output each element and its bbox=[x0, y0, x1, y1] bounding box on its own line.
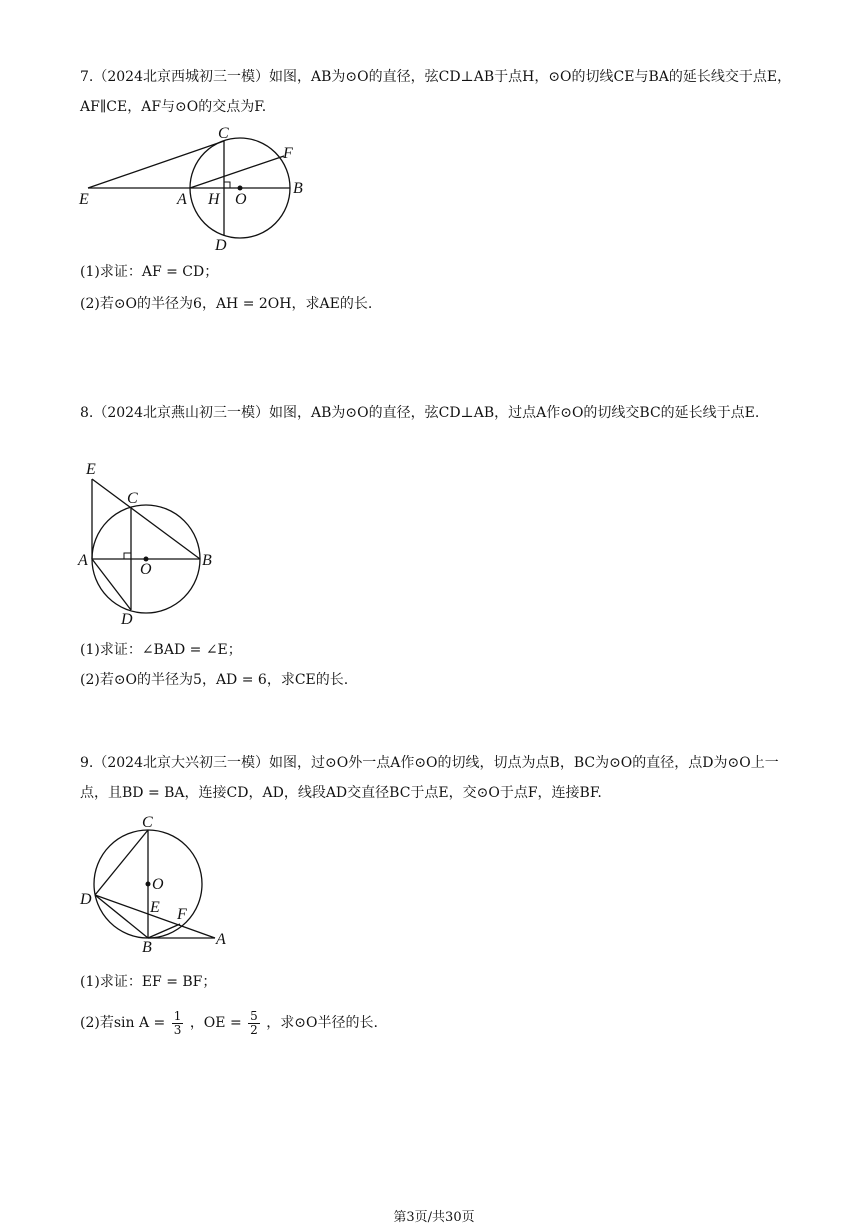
q8-label-o: O bbox=[140, 561, 152, 578]
q9-header: 9.（2024北京大兴初三一模）如图， bbox=[80, 755, 311, 771]
q8-label-b: B bbox=[202, 552, 212, 569]
q8-label-a: A bbox=[78, 552, 88, 569]
q9-part2-c: ，求⊙O半径的长. bbox=[266, 1015, 378, 1031]
q9-part2-a: (2)若sin A = bbox=[80, 1015, 166, 1031]
q9-label-a: A bbox=[216, 931, 226, 948]
q8-part2: (2)若⊙O的半径为5，AD = 6，求CE的长. bbox=[80, 672, 349, 688]
page-footer: 第3页/共30页 bbox=[393, 1210, 475, 1225]
q9-label-f: F bbox=[177, 906, 187, 923]
q9-frac1-den: 3 bbox=[173, 1022, 182, 1037]
q7-header: 7.（2024北京西城初三一模）如图， bbox=[80, 69, 311, 85]
q9-fraction-oe bbox=[248, 1010, 260, 1037]
q7-part2: (2)若⊙O的半径为6，AH = 2OH，求AE的长. bbox=[80, 296, 373, 312]
q7-label-d: D bbox=[215, 237, 227, 254]
q7-label-h: H bbox=[208, 191, 220, 208]
q8-label-e: E bbox=[86, 461, 96, 478]
q7-label-a: A bbox=[177, 191, 187, 208]
q9-label-d: D bbox=[80, 891, 92, 908]
q7-label-e: E bbox=[79, 191, 89, 208]
q8-part1: (1)求证：∠BAD = ∠E； bbox=[80, 642, 242, 658]
q9-part1: (1)求证：EF = BF； bbox=[80, 974, 217, 990]
q9-label-c: C bbox=[142, 814, 153, 831]
q9-part2 bbox=[80, 1008, 378, 1038]
q7-label-b: B bbox=[293, 180, 303, 197]
q8-label-c: C bbox=[127, 490, 138, 507]
q8-label-d: D bbox=[121, 611, 133, 628]
q8-header: 8.（2024北京燕山初三一模）如图， bbox=[80, 405, 311, 421]
q9-line-dc bbox=[95, 830, 148, 895]
q7-label-f: F bbox=[283, 145, 293, 162]
q9-label-b: B bbox=[142, 939, 152, 956]
q9-center-dot bbox=[146, 882, 151, 887]
q9-label-o: O bbox=[152, 876, 164, 893]
q9-label-e: E bbox=[150, 899, 160, 916]
q9-frac2-den: 2 bbox=[250, 1022, 258, 1037]
q9-part2-b: ，OE = bbox=[189, 1015, 242, 1031]
q9-fraction-sin bbox=[172, 1010, 184, 1037]
q7-label-o: O bbox=[235, 191, 247, 208]
q7-text: AB为⊙O的直径，弦CD⊥AB于点H，⊙O的切线CE与BA的延长线交于点E，AF∥CE，AF与⊙O的交点为F. bbox=[80, 69, 792, 115]
q9-frac2-num: 5 bbox=[250, 1008, 258, 1023]
q7-label-c: C bbox=[218, 125, 229, 142]
q7-part1: (1)求证：AF = CD； bbox=[80, 264, 219, 280]
q9-frac1-num: 1 bbox=[173, 1008, 182, 1023]
q9-text: 过⊙O外一点A作⊙O的切线，切点为点B，BC为⊙O的直径，点D为⊙O上一点，且BD = BA，连接CD，AD，线段AD交直径BC于点E，交⊙O于点F，连接BF. bbox=[80, 755, 779, 801]
q8-text: AB为⊙O的直径，弦CD⊥AB，过点A作⊙O的切线交BC的延长线于点E. bbox=[311, 405, 760, 421]
